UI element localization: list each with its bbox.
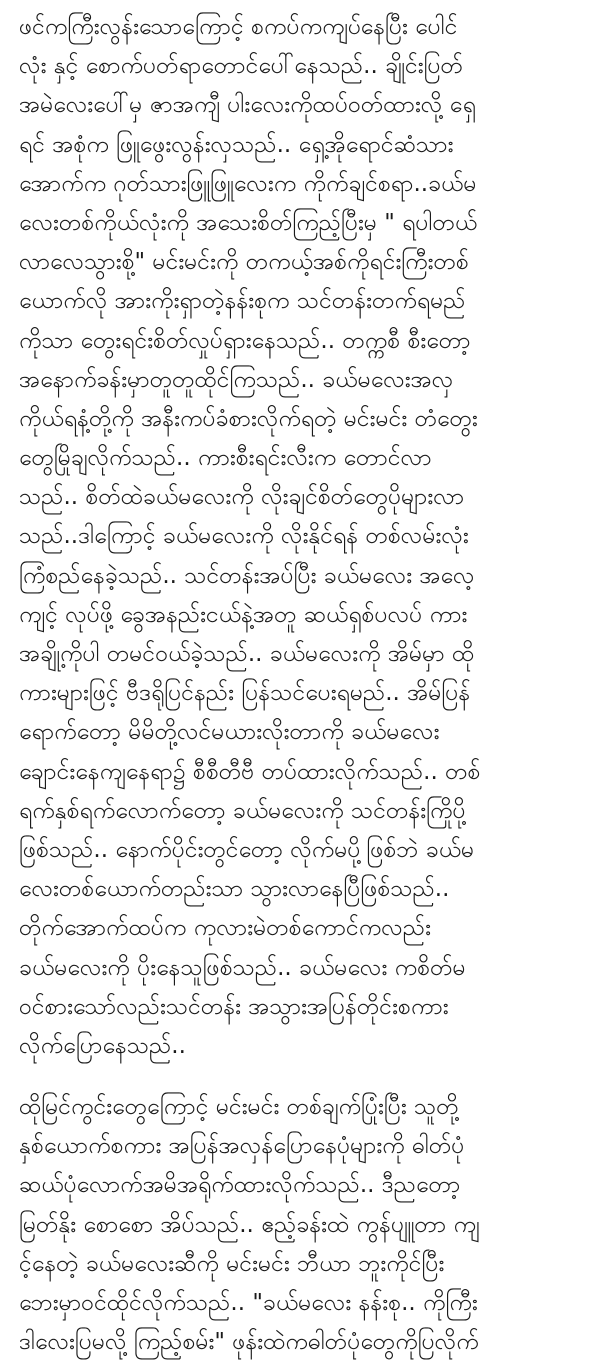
text-line: ရင် အစုံက ဖြူဖွေးလွန်းလှသည်.. ရှေ့အိုရောင်ဆံသား <box>19 131 454 158</box>
text-line: အချို့ကိုပါ တမင်ဝယ်ခဲ့သည်.. ခယ်မလေးကို အိမ်မှာ ထို <box>19 641 475 667</box>
text-line: ကျင့် လုပ်ဖို့ ခွေအနည်းငယ်နဲ့အတူ ဆယ်ရှစ်ပလပ် ကား <box>19 601 468 628</box>
text-line: ဆယ်ပုံလောက်အမိအရိုက်ထားလိုက်သည်.. ဒီညတော့ <box>19 1172 461 1199</box>
text-line: လာလေသွားစို့" မင်းမင်းကို တကယ့်အစ်ကိုရင်းကြီးတစ် <box>19 249 469 276</box>
text-line: အောက်က ဂုတ်သားဖြူဖြူလေးက ကိုက်ချင်စရာ..ခယ်မ <box>19 170 477 197</box>
story-text <box>19 8 604 1362</box>
text-line: တွေမြိုချလိုက်သည်.. ကားစီးရင်းလီးက တောင်လာ <box>19 445 432 472</box>
text-line: အမဲလေးပေါ်မှ ဇာအကျီ ပါးလေးကိုထပ်ဝတ်ထားလို့ ရှေ <box>19 92 476 119</box>
text-line: ထိုမြင်ကွင်းတွေကြောင့် မင်းမင်း တစ်ချက်ပြုံးပြီး သူတို့ <box>19 1094 459 1121</box>
text-line: အနောက်ခန်းမှာတူတူထိုင်ကြသည်.. ခယ်မလေးအလှ <box>19 366 454 393</box>
text-line: လေးတစ်ကိုယ်လုံးကို အသေးစိတ်ကြည့်ပြီးမှ " ရပါတယ် <box>19 209 478 236</box>
text-line: ဘေးမှာဝင်ထိုင်လိုက်သည်.. "ခယ်မလေး နန်းစု.. ကိုကြီး <box>19 1290 478 1316</box>
text-line: ဖင်ကကြီးလွန်းသောကြောင့် စကပ်ကကျပ်နေပြီး ပေါင် <box>19 14 458 40</box>
text-line: သည်.. စိတ်ထဲခယ်မလေးကို လိုးချင်စိတ်တွေပိုများလာ <box>19 484 465 511</box>
text-line: လေးတစ်ယောက်တည်းသာ သွားလာနေပြီဖြစ်သည်.. <box>19 876 450 903</box>
paragraph-1 <box>19 8 604 1066</box>
text-line: လိုက်ပြောနေသည်.. <box>19 1032 186 1059</box>
text-line: ကြံစည်နေခဲ့သည်.. သင်တန်းအပ်ပြီး ခယ်မလေး အလေ့ <box>19 562 475 589</box>
text-line: ရက်နှစ်ရက်လောက်တော့ ခယ်မလေးကို သင်တန်းကြိုပို့ <box>19 797 466 824</box>
paragraph-gap <box>19 1066 604 1088</box>
text-line: နှစ်ယောက်စကား အပြန်အလှန်ပြောနေပုံများကို ဓါတ်ပုံ <box>19 1133 465 1160</box>
paragraph-2 <box>19 1088 604 1362</box>
text-line: မြတ်နိုး စောစော အိပ်သည်.. ဧည့်ခန်းထဲ ကွန်ပျူတာ ကျ <box>19 1211 480 1238</box>
text-line: င့်နေတဲ့ ခယ်မလေးဆီကို မင်းမင်း ဘီယာ ဘူးကိုင်ပြီး <box>19 1250 445 1277</box>
text-line: ကိုသာ တွေးရင်းစိတ်လှုပ်ရှားနေသည်.. တက္ကစီ စီးတော့ <box>19 327 471 354</box>
text-line: ယောက်လို အားကိုးရှာတဲ့နန်းစုက သင်တန်းတက်ရမည် <box>19 288 466 315</box>
text-line: ကားများဖြင့် ဗီဒရိုပြင်နည်း ပြန်သင်ပေးရမည်.. အိမ်ပြန် <box>19 680 471 707</box>
text-line: ဖြစ်သည်.. နောက်ပိုင်းတွင်တော့ လိုက်မပို့ဖြစ်ဘဲ ခယ်မ <box>19 836 475 863</box>
text-line: ကိုယ်ရနံ့တို့ကို အနီးကပ်ခံစားလိုက်ရတဲ့ မင်းမင်း တံတွေး <box>19 405 478 432</box>
text-line: ချောင်းနေကျနေရာ၌ စီစီတီဗီ တပ်ထားလိုက်သည်.. တစ် <box>19 758 481 785</box>
text-line: တိုက်အောက်ထပ်က ကုလားမဲတစ်ကောင်ကလည်း <box>19 915 431 942</box>
text-line: သည်..ဒါကြောင့် ခယ်မလေးကို လိုးနိုင်ရန် တစ်လမ်းလုံး <box>19 523 469 550</box>
text-line: လုံး နှင့် စောက်ပတ်ရာတောင်ပေါ်နေသည်.. ချိုင်းပြတ် <box>19 53 463 80</box>
text-line: ခယ်မလေးကို ပိုးနေသူဖြစ်သည်.. ခယ်မလေး ကစိတ်မ <box>19 954 466 981</box>
text-line: ဝင်စားသော်လည်းသင်တန်း အသွားအပြန်တိုင်းစကား <box>19 993 449 1020</box>
text-line: ရောက်တော့ မိမိတို့လင်မယားလိုးတာကို ခယ်မလေး <box>19 719 440 746</box>
text-line: ဒါလေးပြမလို့ ကြည့်စမ်း" ဖုန်းထဲကဓါတ်ပုံတွေကိုပြလိုက် <box>19 1329 479 1356</box>
